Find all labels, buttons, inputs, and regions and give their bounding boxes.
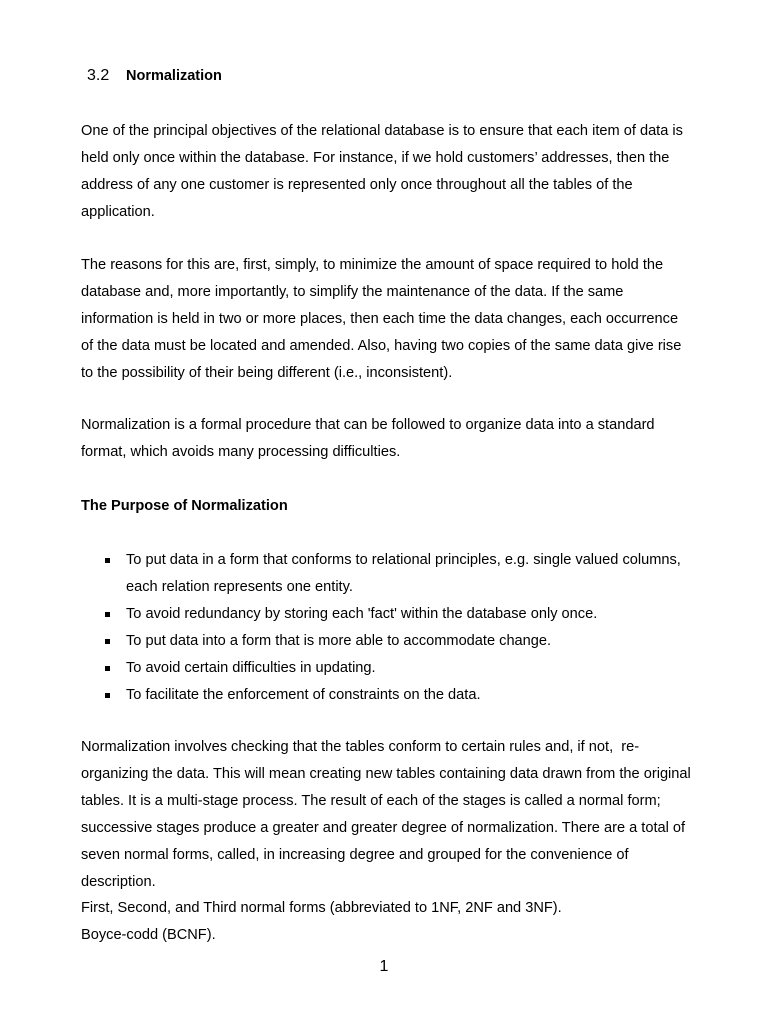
page-number: 1 [379, 958, 389, 975]
list-item-text: To avoid certain difficulties in updating. [126, 659, 376, 676]
list-item-text: To put data in a form that conforms to relational principles, e.g. single valued columns, each relation represents one entity. [126, 552, 681, 595]
square-bullet-icon [105, 612, 110, 617]
square-bullet-icon [105, 666, 110, 671]
square-bullet-icon [105, 693, 110, 698]
paragraph-objectives: One of the principal objectives of the relational database is to ensure that each item of data is held only once within the database. For instance, if we hold customers’ addresses, then the address of any one customer is represented only once throughout all the tables of the application. [81, 123, 683, 220]
section-title: Normalization [126, 68, 222, 84]
list-item [81, 547, 693, 601]
purpose-list [81, 547, 693, 708]
list-item [81, 682, 693, 709]
list-item [81, 601, 693, 628]
square-bullet-icon [105, 639, 110, 644]
section-number: 3.2 [87, 67, 110, 84]
list-item [81, 628, 693, 655]
list-item-text: To put data into a form that is more able to accommodate change. [126, 632, 552, 649]
paragraph-formal-procedure: Normalization is a formal procedure that can be followed to organize data into a standard format, which avoids many processing difficulties. [81, 417, 655, 460]
paragraph-normal-forms: Normalization involves checking that the tables conform to certain rules and, if not, re-organizing the data. This will mean creating new tables containing data drawn from the original tables. It is a multi-stage process. The result of each of the stages is called a normal form; successive stages produce a greater and greater degree of normalization. There are a total of seven normal forms, called, in increasing degree and grouped for the convenience of description. [81, 739, 691, 890]
list-item-text: To facilitate the enforcement of constraints on the data. [126, 686, 481, 703]
list-item [81, 655, 693, 682]
square-bullet-icon [105, 558, 110, 563]
paragraph-reasons: The reasons for this are, first, simply, to minimize the amount of space required to hold the database and, more importantly, to simplify the maintenance of the data. If the same information is held in two or more places, then each time the data changes, each occurrence of the data must be located and amended. Also, having two copies of the same data give rise to the possibility of their being different (i.e., inconsistent). [81, 257, 682, 381]
normal-forms-line-2: Boyce-codd (BCNF). [81, 927, 216, 943]
list-item-text: To avoid redundancy by storing each 'fact' within the database only once. [126, 605, 598, 622]
section-heading [87, 66, 222, 86]
normal-forms-line-1: First, Second, and Third normal forms (abbreviated to 1NF, 2NF and 3NF). [81, 900, 562, 916]
purpose-heading: The Purpose of Normalization [81, 498, 288, 514]
